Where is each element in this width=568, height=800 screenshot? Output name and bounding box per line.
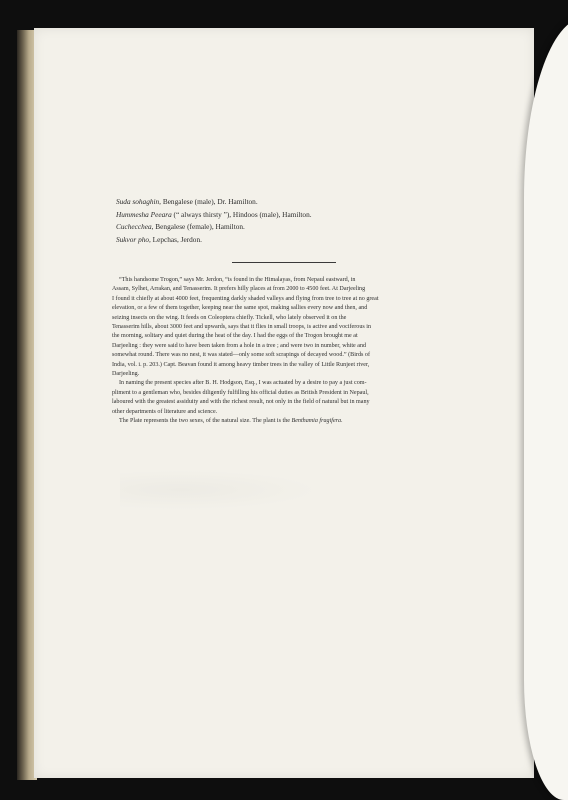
species-description xyxy=(112,276,457,427)
vernacular-name: Cuchecchea, xyxy=(116,222,154,231)
vernacular-name-line xyxy=(116,221,476,234)
vernacular-name: Sukvor pho, xyxy=(116,234,151,244)
vernacular-name-line xyxy=(116,234,476,247)
text-line: elevation, or a few of them together, keeping near the same spot, making sallies every now and then, and xyxy=(112,305,368,312)
text-line: Tenasserim hills, about 3000 feet and upwards, says that it flies in small troops, is active and vociferous in xyxy=(112,324,372,331)
vernacular-name: Suda sohaghin, xyxy=(116,197,161,206)
text-line: In naming the present species after B. H. Hodgson, Esq., I was actuated by a desire to pay a just com- xyxy=(119,380,367,387)
vernacular-name-source: Bengalese (male), Dr. Hamilton. xyxy=(161,197,258,206)
text-line: laboured with the greatest assiduity and with the richest result, not only in the field of natural but in many xyxy=(112,399,370,406)
vernacular-name-line xyxy=(116,196,476,209)
plate-bleed-through xyxy=(120,470,320,510)
vernacular-name: Hummesha Peeara xyxy=(116,209,172,219)
text-line: “This handsome Trogon,” says Mr. Jerdon, “is found in the Himalayas, from Nepaul eastward, in xyxy=(119,277,356,283)
text-line: I found it chiefly at about 4000 feet, frequenting darkly shaded valleys and flying from tree to tree at no great xyxy=(112,295,379,302)
text-line: the morning, solitary and quiet during the heat of the day. I had the eggs of the Trogon brought me at xyxy=(112,333,358,340)
plate-note-text: The Plate represents the two sexes, of the natural size. The plant is the xyxy=(119,418,292,425)
plant-name: Benthamia fragifera. xyxy=(291,418,343,425)
vernacular-name-source: Bengalese (female), Hamilton. xyxy=(153,222,245,231)
vernacular-name-source: Lepchas, Jerdon. xyxy=(150,234,202,244)
text-line: other departments of literature and science. xyxy=(112,408,218,415)
text-line: Darjeeling : they were said to have been taken from a hole in a tree ; and were two in number, white and xyxy=(112,342,367,349)
text-line: India, vol. i. p. 203.) Capt. Beavan found it among heavy timber trees in the valley of Little Runjeet river, xyxy=(112,361,370,368)
text-line: Assam, Sylhet, Arrakan, and Tenasserim. It prefers hilly places at from 2000 to 4500 feet. At Darjeeling xyxy=(112,286,366,293)
vernacular-name-source: (“ always thirsty ”), Hindoos (male), Hamilton. xyxy=(171,209,312,219)
text-line: somewhat round. There was no nest, it was stated—only some soft scrapings of decayed wood.” (Birds of xyxy=(112,352,370,359)
text-line: Darjeeling. xyxy=(112,371,140,378)
text-line: seizing insects on the wing. It feeds on Coleoptera chiefly. Tickell, who lately observed it on the xyxy=(112,314,347,321)
text-line: pliment to a gentleman who, besides diligently fulfilling his official duties as British President in Nepaul, xyxy=(112,389,369,396)
vernacular-names-list xyxy=(116,196,476,246)
vernacular-name-line xyxy=(116,209,476,222)
section-divider xyxy=(232,262,336,263)
plate-note xyxy=(112,417,457,426)
facing-page-edge xyxy=(524,18,568,800)
